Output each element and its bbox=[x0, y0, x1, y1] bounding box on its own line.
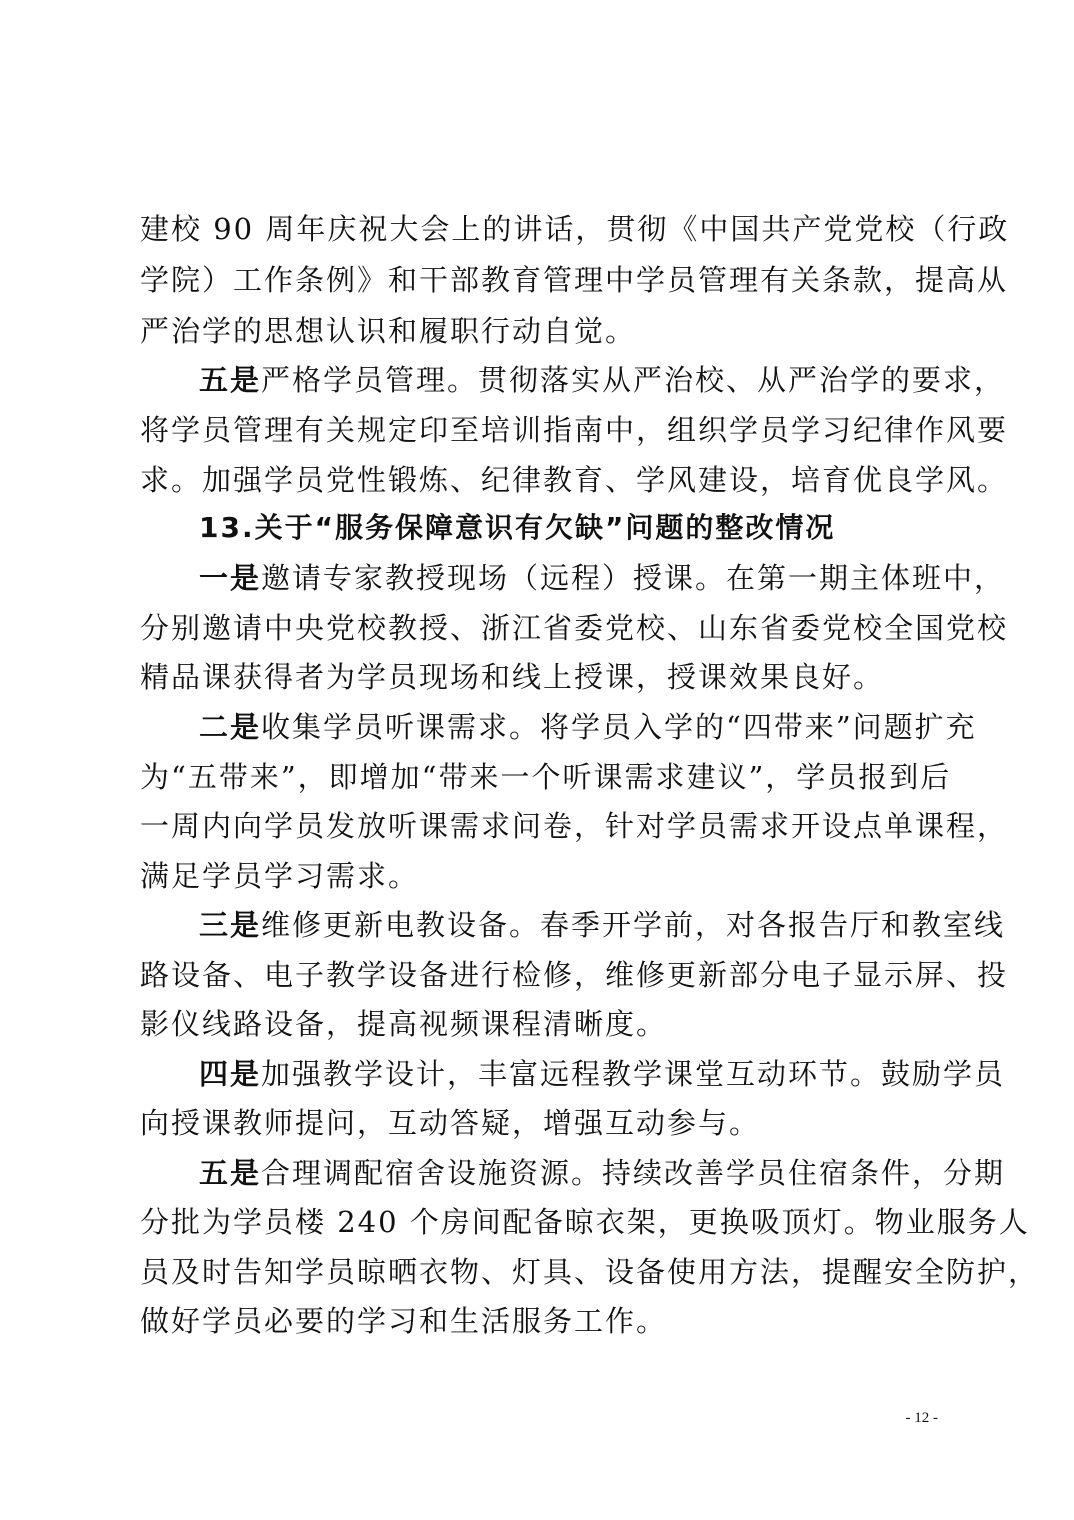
section-heading: 13.关于“服务保障意识有欠缺”问题的整改情况 bbox=[199, 511, 836, 544]
paragraph-5a-lead: 五是 bbox=[199, 363, 262, 397]
page-number: - 12 - bbox=[905, 1410, 938, 1426]
paragraph-3-first-line bbox=[199, 907, 1006, 943]
paragraph-2-line-2: 为“五带来”，即增加“带来一个听课需求建议”，学员报到后 bbox=[140, 760, 952, 794]
paragraph-4-line-1: 加强教学设计，丰富远程教学课堂互动环节。鼓励学员 bbox=[261, 1057, 1006, 1091]
paragraph-3-line-1: 维修更新电教设备。春季开学前，对各报告厅和教室线 bbox=[261, 908, 1006, 942]
paragraph-4-lead: 四是 bbox=[199, 1057, 262, 1091]
paragraph-intro-line-1: 建校 90 周年庆祝大会上的讲话，贯彻《中国共产党党校（行政 bbox=[140, 212, 1010, 246]
paragraph-1-lead: 一是 bbox=[199, 561, 262, 595]
paragraph-2-line-3: 一周内向学员发放听课需求问卷，针对学员需求开设点单课程， bbox=[140, 809, 1009, 843]
paragraph-2-first-line bbox=[199, 709, 977, 745]
paragraph-3-line-2: 路设备、电子教学设备进行检修，维修更新部分电子显示屏、投 bbox=[140, 958, 1009, 992]
paragraph-3-lead: 三是 bbox=[199, 908, 262, 942]
paragraph-5a-line-1: 严格学员管理。贯彻落实从严治校、从严治学的要求， bbox=[261, 363, 1006, 397]
paragraph-2-line-1: 收集学员听课需求。将学员入学的“四带来”问题扩充 bbox=[261, 710, 977, 744]
paragraph-intro-line-3: 严治学的思想认识和履职行动自觉。 bbox=[140, 314, 637, 348]
paragraph-2-lead: 二是 bbox=[199, 710, 262, 744]
paragraph-4-first-line bbox=[199, 1056, 1006, 1092]
paragraph-5a-line-3: 求。加强学员党性锻炼、纪律教育、学风建设，培育优良学风。 bbox=[140, 463, 1009, 497]
paragraph-3-line-3: 影仪线路设备，提高视频课程清晰度。 bbox=[140, 1007, 668, 1041]
paragraph-5a-line-2: 将学员管理有关规定印至培训指南中，组织学员学习纪律作风要 bbox=[140, 413, 1009, 447]
paragraph-5b-first-line bbox=[199, 1155, 1006, 1191]
paragraph-1-line-2: 分别邀请中央党校教授、浙江省委党校、山东省委党校全国党校 bbox=[140, 611, 1009, 645]
paragraph-1-first-line bbox=[199, 560, 1006, 596]
paragraph-5b-line-2: 分批为学员楼 240 个房间配备晾衣架，更换吸顶灯。物业服务人 bbox=[140, 1205, 1030, 1239]
paragraph-intro-line-2: 学院）工作条例》和干部教育管理中学员管理有关条款，提高从 bbox=[140, 263, 1009, 297]
paragraph-5b-lead: 五是 bbox=[199, 1156, 262, 1190]
paragraph-5a-first-line bbox=[199, 362, 1006, 398]
paragraph-1-line-1: 邀请专家教授现场（远程）授课。在第一期主体班中， bbox=[261, 561, 1006, 595]
paragraph-5b-line-4: 做好学员必要的学习和生活服务工作。 bbox=[140, 1304, 668, 1338]
paragraph-1-line-3: 精品课获得者为学员现场和线上授课，授课效果良好。 bbox=[140, 660, 885, 694]
paragraph-2-line-4: 满足学员学习需求。 bbox=[140, 859, 420, 893]
paragraph-5b-line-1: 合理调配宿舍设施资源。持续改善学员住宿条件，分期 bbox=[261, 1156, 1006, 1190]
paragraph-4-line-2: 向授课教师提问，互动答疑，增强互动参与。 bbox=[140, 1106, 761, 1140]
paragraph-5b-line-3: 员及时告知学员晾晒衣物、灯具、设备使用方法，提醒安全防护， bbox=[140, 1255, 1040, 1289]
